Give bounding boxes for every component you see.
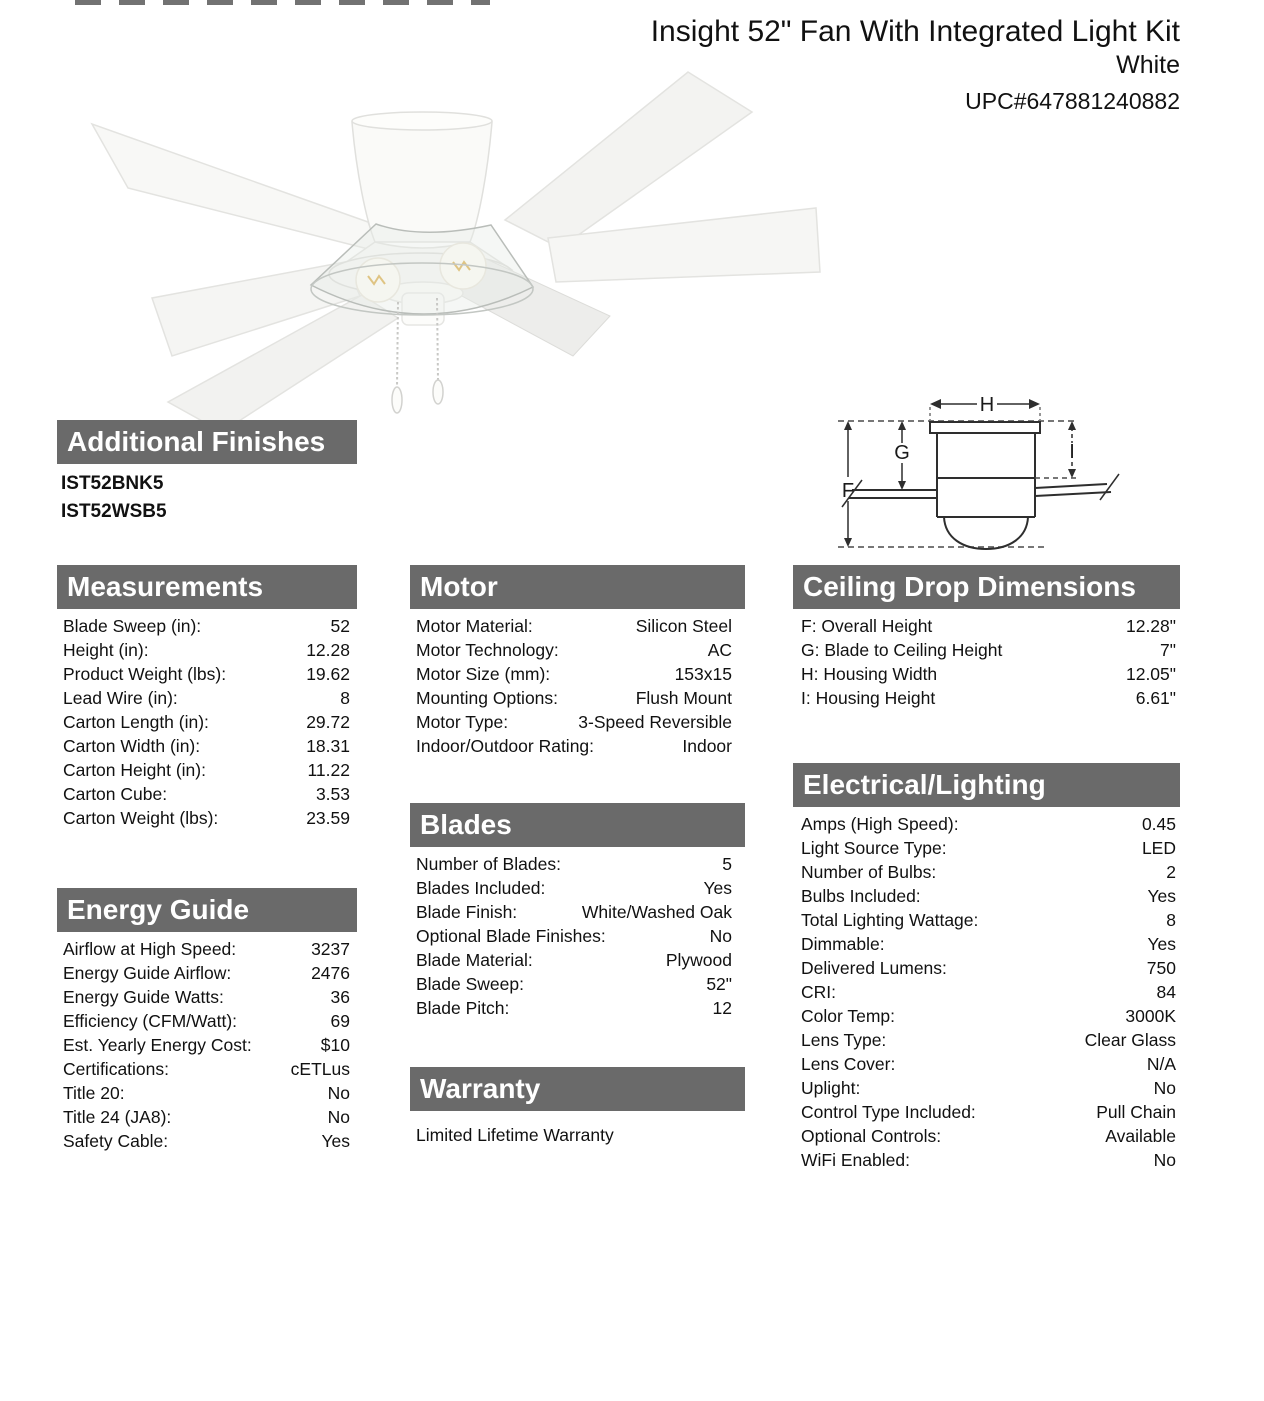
spec-row bbox=[793, 860, 1180, 884]
ceiling-drop-diagram bbox=[825, 385, 1135, 560]
spec-value: White/Washed Oak bbox=[581, 902, 732, 922]
spec-value: cETLus bbox=[290, 1059, 350, 1079]
housing-cap bbox=[930, 422, 1040, 433]
spec-label: Blades Included: bbox=[416, 878, 546, 898]
spec-row bbox=[793, 614, 1180, 638]
spec-row bbox=[793, 1004, 1180, 1028]
spec-row bbox=[793, 836, 1180, 860]
spec-row bbox=[57, 1057, 357, 1081]
electrical-section bbox=[793, 763, 1180, 1172]
spec-row bbox=[410, 734, 745, 758]
g-arrowhead-up bbox=[898, 421, 906, 430]
finish-item-code: IST52WSB5 bbox=[61, 501, 167, 522]
spec-row bbox=[793, 884, 1180, 908]
spec-value: 3-Speed Reversible bbox=[578, 712, 732, 732]
spec-value: N/A bbox=[1146, 1054, 1176, 1074]
electrical-header: Electrical/Lighting bbox=[793, 763, 1180, 807]
spec-value: Pull Chain bbox=[1096, 1102, 1176, 1122]
warranty-header: Warranty bbox=[410, 1067, 745, 1111]
spec-row bbox=[793, 908, 1180, 932]
spec-value: No bbox=[1153, 1078, 1176, 1098]
spec-label: Height (in): bbox=[63, 640, 149, 660]
measurements-header: Measurements bbox=[57, 565, 357, 609]
blades-section bbox=[410, 803, 745, 1020]
spec-row bbox=[57, 937, 357, 961]
spec-value: 8 bbox=[340, 688, 350, 708]
spec-label: Motor Type: bbox=[416, 712, 509, 732]
spec-row bbox=[793, 1148, 1180, 1172]
spec-row bbox=[793, 686, 1180, 710]
spec-value: 18.31 bbox=[306, 736, 350, 756]
spec-label: Bulbs Included: bbox=[801, 886, 921, 906]
spec-label: Motor Material: bbox=[416, 616, 533, 636]
spec-label: Uplight: bbox=[801, 1078, 861, 1098]
spec-label: I: Housing Height bbox=[801, 688, 936, 708]
ceiling-drop-rows bbox=[793, 614, 1180, 710]
energy-guide-rows bbox=[57, 937, 357, 1153]
spec-row bbox=[57, 782, 357, 806]
blades-header: Blades bbox=[410, 803, 745, 847]
spec-row bbox=[410, 614, 745, 638]
spec-value: 36 bbox=[330, 987, 350, 1007]
spec-row bbox=[793, 1076, 1180, 1100]
spec-row bbox=[793, 662, 1180, 686]
finish-items bbox=[57, 470, 357, 526]
spec-value: $10 bbox=[320, 1035, 350, 1055]
spec-value: 12.28" bbox=[1125, 616, 1176, 636]
spec-label: Motor Size (mm): bbox=[416, 664, 551, 684]
spec-value: 29.72 bbox=[306, 712, 350, 732]
spec-value: No bbox=[1153, 1150, 1176, 1170]
spec-value: 11.22 bbox=[307, 760, 350, 780]
spec-value: Silicon Steel bbox=[635, 616, 732, 636]
spec-label: Control Type Included: bbox=[801, 1102, 976, 1122]
spec-label: Amps (High Speed): bbox=[801, 814, 959, 834]
spec-row bbox=[57, 806, 357, 830]
spec-label: WiFi Enabled: bbox=[801, 1150, 910, 1170]
spec-value: 0.45 bbox=[1141, 814, 1176, 834]
fan-housing-top bbox=[352, 112, 492, 130]
spec-label: Blade Finish: bbox=[416, 902, 518, 922]
spec-row bbox=[410, 948, 745, 972]
spec-label: Efficiency (CFM/Watt): bbox=[63, 1011, 238, 1031]
spec-row bbox=[57, 614, 357, 638]
h-arrowhead-right bbox=[1029, 399, 1040, 409]
motor-rows bbox=[410, 614, 745, 758]
ceiling-drop-section bbox=[793, 565, 1180, 710]
spec-value: 8 bbox=[1166, 910, 1176, 930]
spec-value: AC bbox=[707, 640, 732, 660]
spec-label: Certifications: bbox=[63, 1059, 170, 1079]
spec-row bbox=[793, 1052, 1180, 1076]
motor-header: Motor bbox=[410, 565, 745, 609]
spec-label: Carton Width (in): bbox=[63, 736, 201, 756]
spec-label: Carton Weight (lbs): bbox=[63, 808, 219, 828]
spec-label: Product Weight (lbs): bbox=[63, 664, 227, 684]
spec-value: 19.62 bbox=[306, 664, 350, 684]
product-image-ceiling-fan bbox=[60, 60, 850, 480]
finish-item-code: IST52BNK5 bbox=[61, 473, 164, 494]
spec-label: Optional Controls: bbox=[801, 1126, 942, 1146]
energy-guide-header: Energy Guide bbox=[57, 888, 357, 932]
ceiling-drop-header: Ceiling Drop Dimensions bbox=[793, 565, 1180, 609]
pull-chain-right bbox=[437, 298, 438, 380]
spec-value: Yes bbox=[321, 1131, 350, 1151]
spec-label: Motor Technology: bbox=[416, 640, 559, 660]
spec-row bbox=[57, 1009, 357, 1033]
spec-label: Blade Sweep (in): bbox=[63, 616, 202, 636]
spec-value: 7" bbox=[1160, 640, 1176, 660]
spec-value: No bbox=[327, 1083, 350, 1103]
diagram-label-f: F bbox=[841, 480, 855, 502]
spec-label: Color Temp: bbox=[801, 1006, 896, 1026]
spec-value: 3000K bbox=[1125, 1006, 1176, 1026]
spec-label: CRI: bbox=[801, 982, 836, 1002]
spec-row bbox=[410, 924, 745, 948]
blade-right-break bbox=[1100, 474, 1119, 500]
pull-chain-left-handle bbox=[392, 387, 402, 413]
page-title: Insight 52" Fan With Integrated Light Kit bbox=[650, 15, 1180, 48]
spec-label: Delivered Lumens: bbox=[801, 958, 947, 978]
spec-row bbox=[793, 638, 1180, 662]
f-arrowhead-down bbox=[844, 538, 852, 547]
f-arrowhead-up bbox=[844, 421, 852, 430]
g-arrowhead-down bbox=[898, 481, 906, 490]
spec-label: Number of Blades: bbox=[416, 854, 561, 874]
spec-label: Blade Sweep: bbox=[416, 974, 524, 994]
spec-label: Indoor/Outdoor Rating: bbox=[416, 736, 595, 756]
spec-row bbox=[410, 972, 745, 996]
fan-blade-upper-left bbox=[92, 124, 380, 252]
upc-code: UPC#647881240882 bbox=[965, 88, 1180, 114]
spec-value: 2476 bbox=[311, 963, 350, 983]
spec-value: Yes bbox=[703, 878, 732, 898]
motor-section bbox=[410, 565, 745, 758]
spec-label: Lens Type: bbox=[801, 1030, 887, 1050]
spec-label: Light Source Type: bbox=[801, 838, 947, 858]
i-arrowhead-down bbox=[1068, 469, 1076, 478]
spec-label: Est. Yearly Energy Cost: bbox=[63, 1035, 252, 1055]
spec-row bbox=[793, 980, 1180, 1004]
spec-row bbox=[793, 1124, 1180, 1148]
spec-value: Indoor bbox=[682, 736, 732, 756]
spec-label: H: Housing Width bbox=[801, 664, 938, 684]
spec-label: Airflow at High Speed: bbox=[63, 939, 237, 959]
warranty-text: Limited Lifetime Warranty bbox=[416, 1125, 614, 1145]
spec-row bbox=[57, 710, 357, 734]
spec-label: Blade Material: bbox=[416, 950, 533, 970]
spec-value: Clear Glass bbox=[1084, 1030, 1176, 1050]
spec-value: Available bbox=[1105, 1126, 1176, 1146]
spec-label: Carton Cube: bbox=[63, 784, 168, 804]
spec-label: Lens Cover: bbox=[801, 1054, 896, 1074]
spec-label: Title 20: bbox=[63, 1083, 125, 1103]
additional-finishes-header: Additional Finishes bbox=[57, 420, 357, 464]
spec-value: 6.61" bbox=[1135, 688, 1176, 708]
blade-right-bottom bbox=[1035, 492, 1111, 496]
spec-row bbox=[57, 1129, 357, 1153]
spec-label: Dimmable: bbox=[801, 934, 885, 954]
spec-value: No bbox=[709, 926, 732, 946]
spec-value: 3.53 bbox=[315, 784, 350, 804]
spec-label: Energy Guide Watts: bbox=[63, 987, 224, 1007]
spec-row bbox=[410, 900, 745, 924]
spec-label: Carton Height (in): bbox=[63, 760, 206, 780]
spec-label: Blade Pitch: bbox=[416, 998, 510, 1018]
spec-row bbox=[57, 985, 357, 1009]
pull-chain-right-handle bbox=[433, 380, 443, 404]
electrical-rows bbox=[793, 812, 1180, 1172]
spec-label: Safety Cable: bbox=[63, 1131, 169, 1151]
spec-row bbox=[57, 1105, 357, 1129]
spec-row bbox=[57, 638, 357, 662]
spec-row bbox=[57, 961, 357, 985]
spec-label: Number of Bulbs: bbox=[801, 862, 937, 882]
h-arrowhead-left bbox=[930, 399, 941, 409]
spec-row bbox=[57, 1033, 357, 1057]
spec-value: 5 bbox=[722, 854, 732, 874]
spec-label: Energy Guide Airflow: bbox=[63, 963, 232, 983]
spec-value: 84 bbox=[1156, 982, 1176, 1002]
spec-value: Flush Mount bbox=[635, 688, 732, 708]
spec-value: 12.28 bbox=[306, 640, 350, 660]
spec-row bbox=[793, 1028, 1180, 1052]
spec-label: Lead Wire (in): bbox=[63, 688, 178, 708]
spec-row bbox=[793, 956, 1180, 980]
spec-value: 12 bbox=[712, 998, 732, 1018]
spec-value: LED bbox=[1141, 838, 1176, 858]
spec-row bbox=[57, 734, 357, 758]
spec-value: 52" bbox=[706, 974, 732, 994]
spec-row bbox=[410, 638, 745, 662]
spec-value: 750 bbox=[1146, 958, 1176, 978]
i-arrowhead-up bbox=[1068, 421, 1076, 430]
warranty-section bbox=[410, 1067, 745, 1147]
finish-name: White bbox=[1116, 51, 1180, 79]
energy-guide-section bbox=[57, 888, 357, 1153]
spec-value: 52 bbox=[330, 616, 350, 636]
spec-label: Title 24 (JA8): bbox=[63, 1107, 172, 1127]
spec-row bbox=[57, 662, 357, 686]
spec-row bbox=[57, 758, 357, 782]
spec-row bbox=[410, 996, 745, 1020]
spec-value: 12.05" bbox=[1125, 664, 1176, 684]
spec-label: G: Blade to Ceiling Height bbox=[801, 640, 1003, 660]
measurements-section bbox=[57, 565, 357, 830]
spec-value: Plywood bbox=[665, 950, 732, 970]
additional-finishes-section bbox=[57, 420, 357, 526]
spec-value: Yes bbox=[1147, 934, 1176, 954]
spec-label: F: Overall Height bbox=[801, 616, 933, 636]
blades-rows bbox=[410, 852, 745, 1020]
spec-row bbox=[57, 1081, 357, 1105]
spec-row bbox=[410, 662, 745, 686]
spec-row bbox=[410, 852, 745, 876]
diagram-label-h: H bbox=[979, 394, 995, 416]
spec-label: Optional Blade Finishes: bbox=[416, 926, 606, 946]
spec-row bbox=[793, 932, 1180, 956]
spec-value: 2 bbox=[1166, 862, 1176, 882]
spec-value: Yes bbox=[1147, 886, 1176, 906]
diagram-label-g: G bbox=[894, 442, 910, 464]
spec-row bbox=[793, 1100, 1180, 1124]
spec-value: 23.59 bbox=[306, 808, 350, 828]
diagram-label-i: I bbox=[1069, 441, 1075, 463]
spec-value: 3237 bbox=[311, 939, 350, 959]
spec-row bbox=[793, 812, 1180, 836]
spec-label: Carton Length (in): bbox=[63, 712, 209, 732]
measurements-rows bbox=[57, 614, 357, 830]
housing-dome bbox=[944, 517, 1028, 549]
fan-housing-cone bbox=[352, 122, 492, 242]
blade-right-top bbox=[1035, 484, 1107, 488]
spec-label: Total Lighting Wattage: bbox=[801, 910, 979, 930]
spec-value: No bbox=[327, 1107, 350, 1127]
spec-row bbox=[410, 710, 745, 734]
spec-value: 69 bbox=[330, 1011, 350, 1031]
spec-row bbox=[410, 686, 745, 710]
spec-label: Mounting Options: bbox=[416, 688, 559, 708]
spec-row bbox=[57, 686, 357, 710]
cropped-logo-strip bbox=[75, 0, 490, 5]
spec-value: 153x15 bbox=[674, 664, 732, 684]
spec-row bbox=[410, 876, 745, 900]
